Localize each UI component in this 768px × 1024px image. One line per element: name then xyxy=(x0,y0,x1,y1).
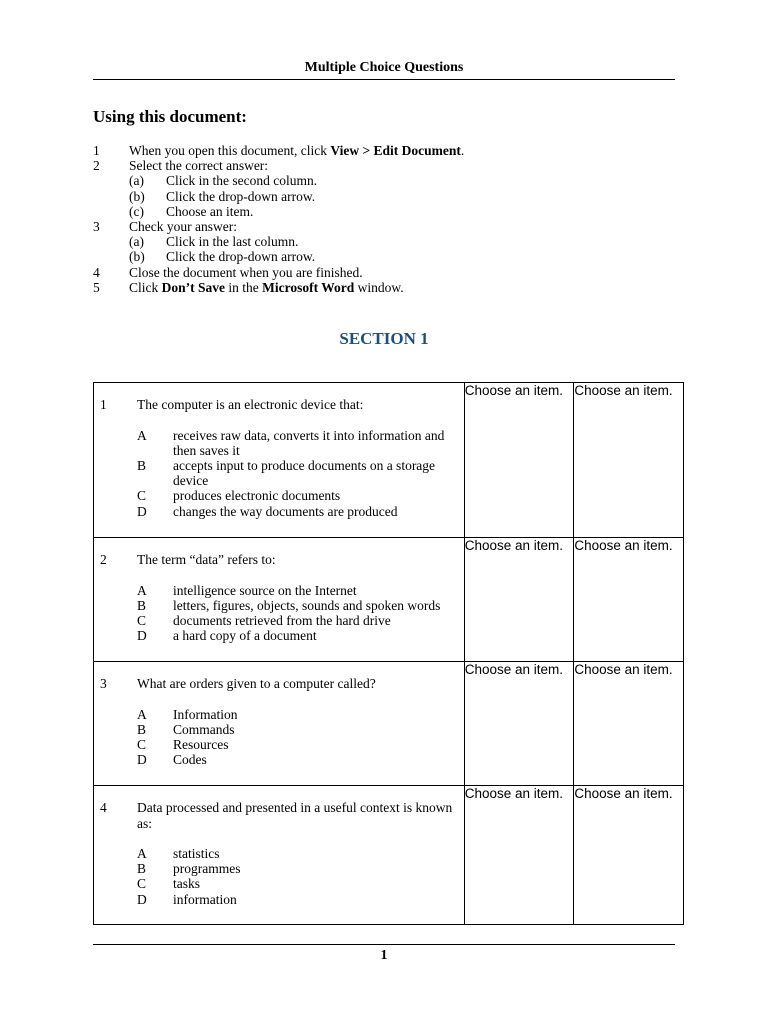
instruction-subitem xyxy=(93,204,693,219)
option-text: Codes xyxy=(173,752,207,768)
subitem-letter: (a) xyxy=(129,234,144,250)
option-item xyxy=(137,583,458,598)
option-text: tasks xyxy=(173,876,200,892)
subitem-letter: (a) xyxy=(129,173,144,189)
instruction-number: 3 xyxy=(93,218,100,234)
option-item xyxy=(137,846,458,861)
instruction-item xyxy=(93,265,693,280)
instruction-text: When you open this document, click View > Edit Document. xyxy=(129,143,465,158)
option-text: programmes xyxy=(173,861,241,877)
subitem-text: Click in the last column. xyxy=(166,234,299,250)
instruction-subitem xyxy=(93,234,693,249)
option-text: accepts input to produce documents on a storage device xyxy=(173,457,436,489)
option-item xyxy=(137,504,458,519)
answer-dropdown[interactable]: Choose an item. xyxy=(464,538,574,662)
option-text: Commands xyxy=(173,721,235,737)
dont-save-command: Don’t Save xyxy=(161,279,225,295)
answer-dropdown[interactable]: Choose an item. xyxy=(464,662,574,786)
check-answer-dropdown[interactable]: Choose an item. xyxy=(574,538,684,662)
question-table xyxy=(93,382,684,925)
section-title: SECTION 1 xyxy=(339,329,429,348)
option-letter: D xyxy=(137,891,147,907)
option-item xyxy=(137,876,458,891)
option-letter: A xyxy=(137,582,147,598)
option-letter: D xyxy=(137,503,147,519)
question-number: 2 xyxy=(100,552,107,567)
microsoft-word-label: Microsoft Word xyxy=(262,279,355,295)
option-list xyxy=(100,583,458,644)
option-letter: A xyxy=(137,706,147,722)
page-header: Multiple Choice Questions xyxy=(93,60,675,80)
instructions-list xyxy=(93,143,693,295)
instruction-item xyxy=(93,280,693,295)
option-text: receives raw data, converts it into information and then saves it xyxy=(173,427,445,458)
instruction-text: Select the correct answer: xyxy=(129,158,269,174)
option-letter: A xyxy=(137,427,147,443)
option-item xyxy=(137,737,458,752)
option-item xyxy=(137,613,458,628)
question-text: What are orders given to a computer called? xyxy=(137,676,376,691)
option-item xyxy=(137,628,458,643)
instruction-item xyxy=(93,219,693,234)
page-number: 1 xyxy=(380,948,388,963)
option-item xyxy=(137,722,458,737)
option-item xyxy=(137,598,458,613)
view-edit-document-command: View > Edit Document xyxy=(330,143,461,158)
check-answer-dropdown[interactable]: Choose an item. xyxy=(574,662,684,786)
instruction-item xyxy=(93,158,693,173)
option-item xyxy=(137,458,458,488)
question-number: 1 xyxy=(100,397,107,412)
question-cell xyxy=(94,786,465,925)
question-row xyxy=(94,538,684,662)
question-text: The term “data” refers to: xyxy=(137,552,276,567)
option-item xyxy=(137,752,458,767)
instruction-subitem xyxy=(93,189,693,204)
instruction-text: Click Don’t Save in the Microsoft Word window. xyxy=(129,279,404,295)
option-letter: B xyxy=(137,861,147,877)
answer-dropdown[interactable]: Choose an item. xyxy=(464,383,574,538)
option-text: Information xyxy=(173,706,238,722)
option-text: statistics xyxy=(173,846,220,861)
option-letter: A xyxy=(137,846,147,861)
question-row xyxy=(94,383,684,538)
option-text: changes the way documents are produced xyxy=(173,503,398,519)
subitem-text: Click the drop-down arrow. xyxy=(166,188,316,204)
option-item xyxy=(137,707,458,722)
option-text: letters, figures, objects, sounds and spoken words xyxy=(173,597,441,613)
subitem-text: Choose an item. xyxy=(166,203,254,219)
instruction-item xyxy=(93,143,693,158)
option-item xyxy=(137,488,458,503)
footer-divider xyxy=(93,944,675,945)
option-letter: C xyxy=(137,612,147,628)
instruction-number: 4 xyxy=(93,264,100,280)
instruction-subitem xyxy=(93,249,693,264)
option-list xyxy=(100,707,458,768)
question-cell xyxy=(94,538,465,662)
instruction-subitem xyxy=(93,173,693,188)
option-text: Resources xyxy=(173,736,229,752)
option-item xyxy=(137,892,458,907)
option-letter: B xyxy=(137,597,147,613)
question-number: 4 xyxy=(100,800,107,815)
option-list xyxy=(100,428,458,519)
subitem-letter: (b) xyxy=(129,188,145,204)
option-item xyxy=(137,861,458,876)
question-row xyxy=(94,786,684,925)
answer-dropdown[interactable]: Choose an item. xyxy=(464,786,574,925)
option-item xyxy=(137,428,458,458)
option-letter: D xyxy=(137,752,147,768)
subitem-letter: (c) xyxy=(129,203,144,219)
subitem-letter: (b) xyxy=(129,249,145,265)
option-letter: C xyxy=(137,488,147,504)
subitem-text: Click the drop-down arrow. xyxy=(166,249,316,265)
instruction-number: 5 xyxy=(93,279,100,295)
instruction-number: 2 xyxy=(93,158,100,174)
check-answer-dropdown[interactable]: Choose an item. xyxy=(574,786,684,925)
option-text: a hard copy of a document xyxy=(173,628,317,644)
question-number: 3 xyxy=(100,676,107,691)
instruction-text: Close the document when you are finished. xyxy=(129,264,363,280)
option-letter: D xyxy=(137,628,147,644)
option-text: documents retrieved from the hard drive xyxy=(173,612,391,628)
question-text: Data processed and presented in a useful context is known as: xyxy=(137,800,453,831)
option-text: information xyxy=(173,891,237,907)
option-text: produces electronic documents xyxy=(173,488,341,504)
instructions-heading: Using this document: xyxy=(93,107,247,126)
check-answer-dropdown[interactable]: Choose an item. xyxy=(574,383,684,538)
instruction-number: 1 xyxy=(93,143,100,158)
option-letter: B xyxy=(137,457,147,473)
instruction-text: Check your answer: xyxy=(129,218,237,234)
option-letter: B xyxy=(137,721,147,737)
question-row xyxy=(94,662,684,786)
question-text: The computer is an electronic device that: xyxy=(137,397,364,412)
question-cell xyxy=(94,383,465,538)
option-text: intelligence source on the Internet xyxy=(173,582,357,598)
subitem-text: Click in the second column. xyxy=(166,173,318,189)
option-list xyxy=(100,846,458,907)
option-letter: C xyxy=(137,736,147,752)
option-letter: C xyxy=(137,876,147,892)
question-cell xyxy=(94,662,465,786)
